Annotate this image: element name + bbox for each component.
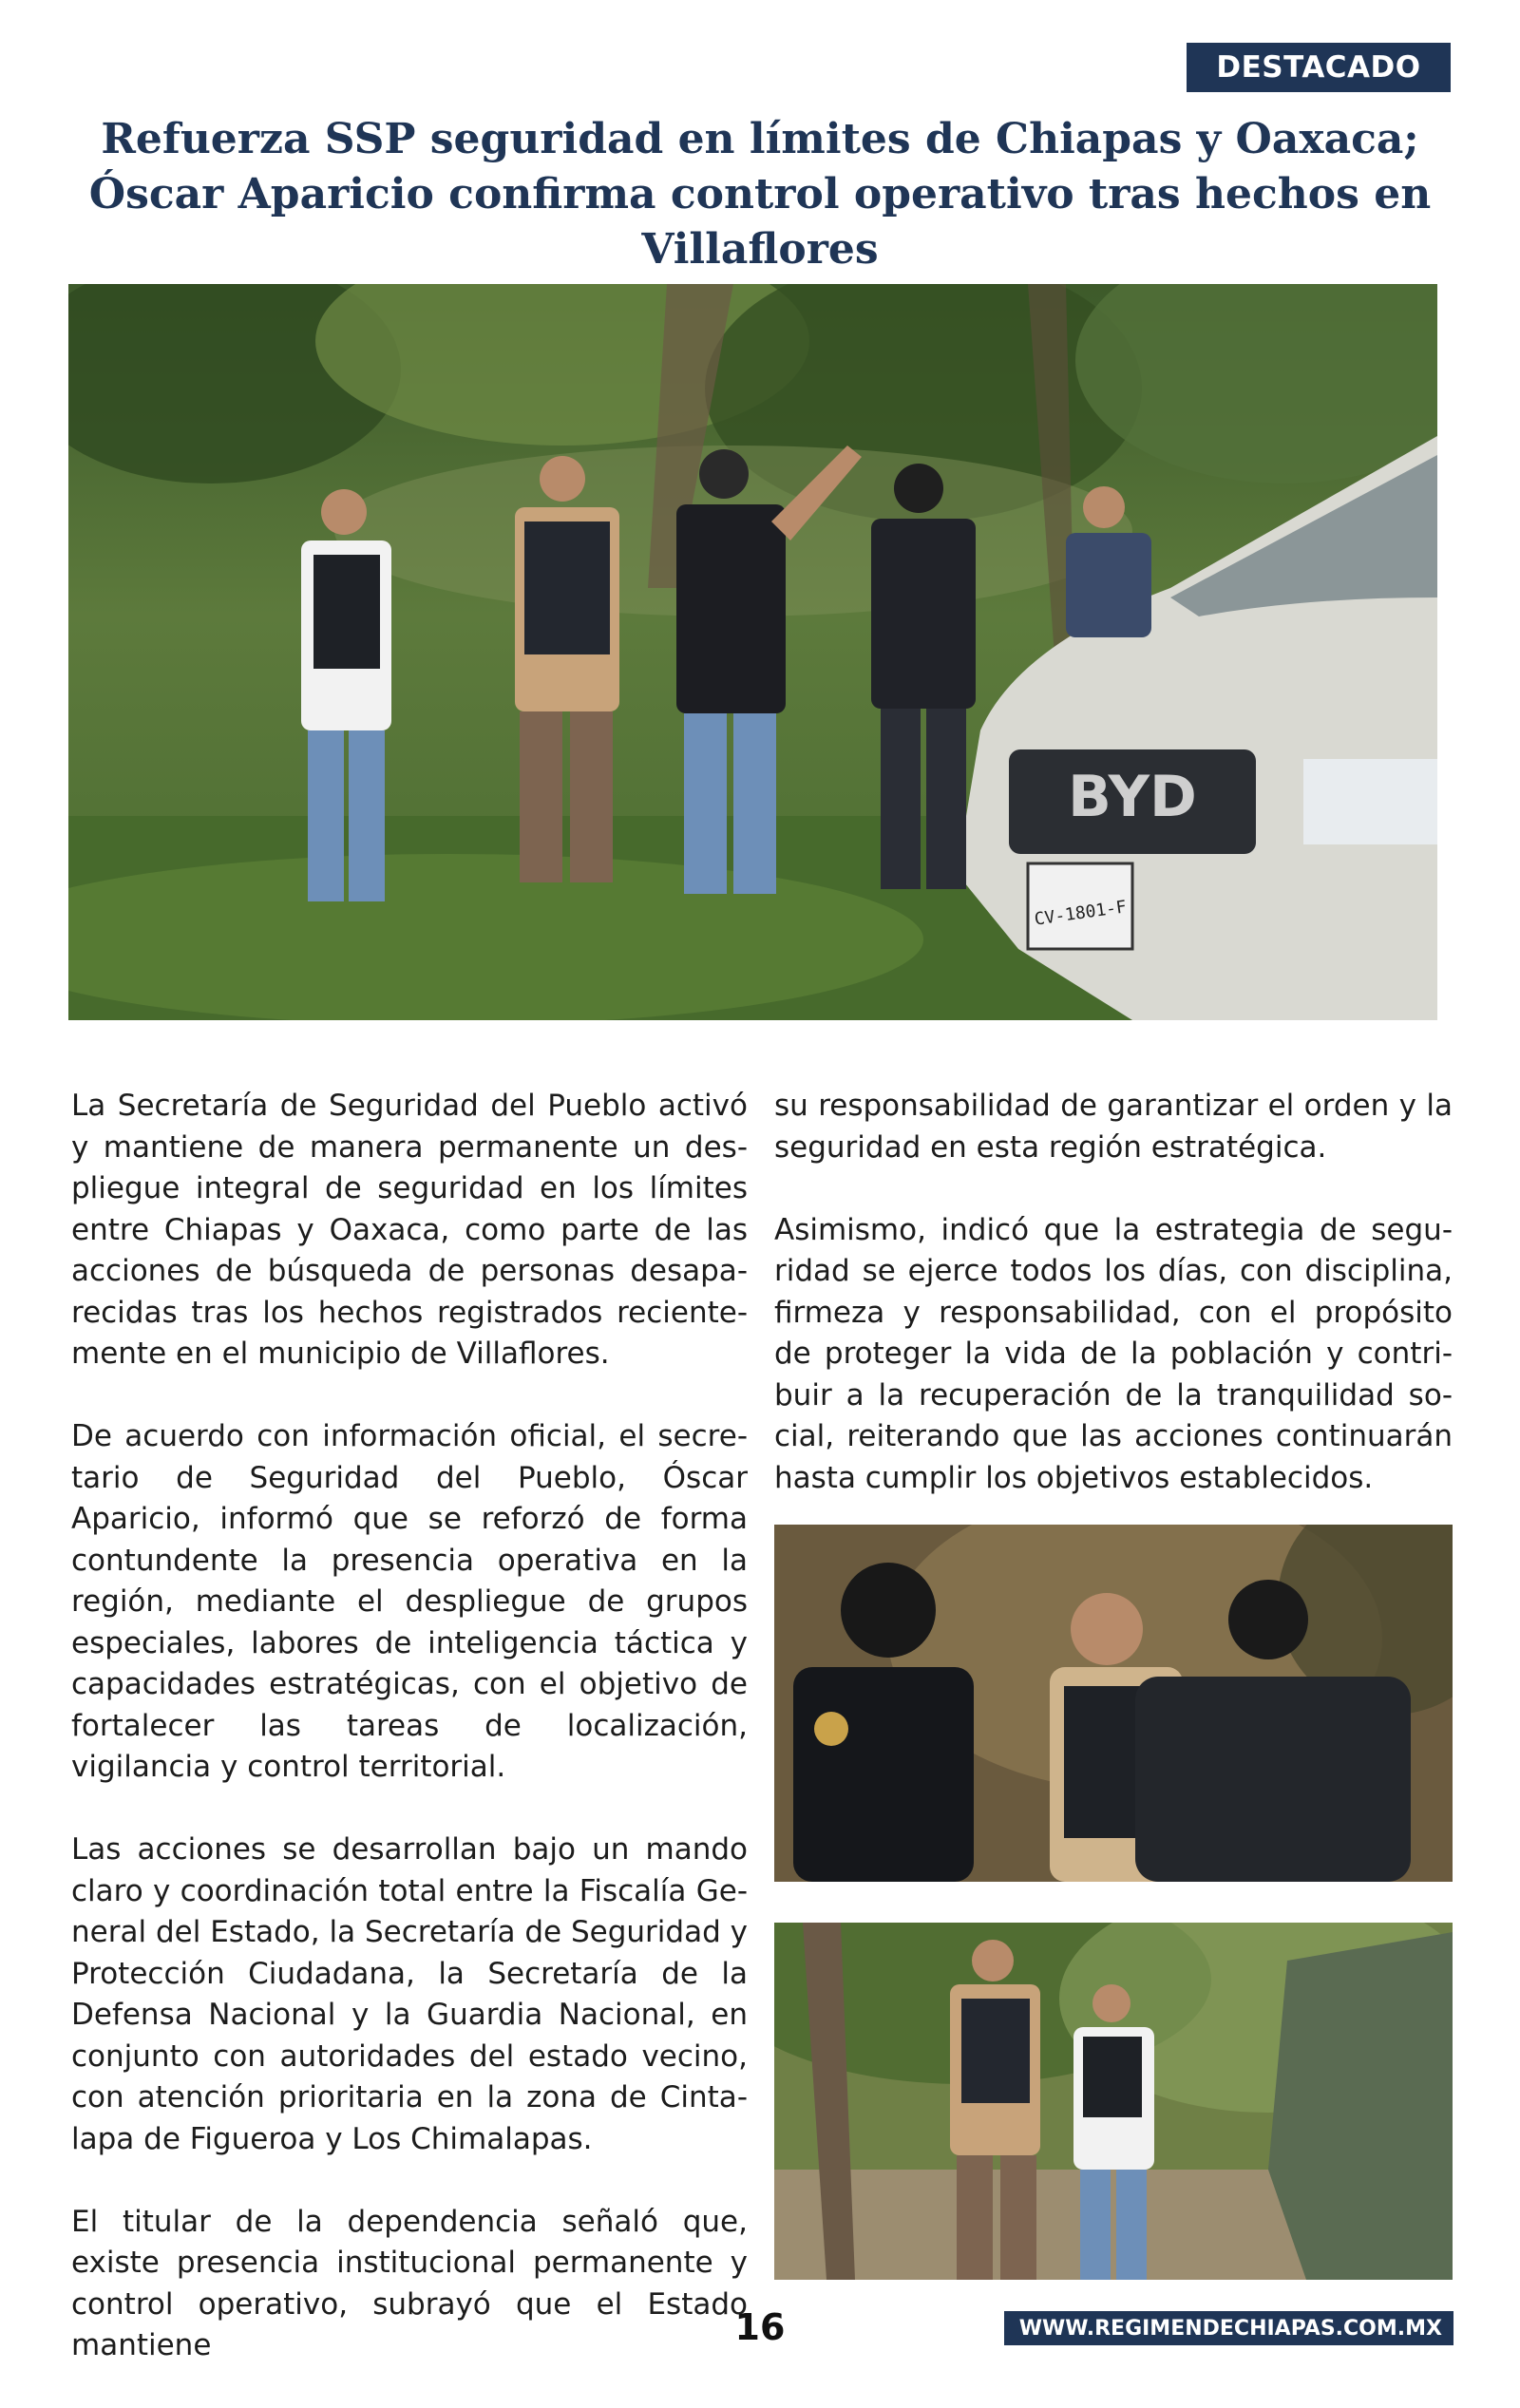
page-number: 16 — [734, 2306, 786, 2348]
article-paragraph: La Secretaría de Seguridad del Pueblo activó y mantiene de manera permanente un despliegue integral de seguridad en los límites entre Chiapas y Oaxaca, como parte de las acciones de búsqueda de personas desaparecidas tras los hechos registrados recientemente en el municipio de Villaflores. — [71, 1089, 748, 1371]
article-paragraph: Las acciones se desarrollan bajo un mando claro y coordinación total entre la Fiscalía General del Estado, la Secretaría de Seguridad y Protección Ciudadana, la Secretaría de la Defensa Nacional y la Guardia Nacional, en conjunto con autoridades del estado vecino, con atención prioritaria en la zona de Cintalapa de Figueroa y Los Chimalapas. — [71, 1832, 748, 2156]
article-column-left — [71, 1086, 748, 2408]
article-paragraph: su responsabilidad de garantizar el orden y la seguridad en esta región estratégica. — [774, 1089, 1453, 1165]
secondary-photo-officers-talking — [774, 1525, 1453, 1882]
article-paragraph: El titular de la dependencia señaló que, existe presencia institucional permanente y control operativo, subrayó que el Estado mantiene — [71, 2204, 748, 2362]
article-paragraph: De acuerdo con información oficial, el secretario de Seguridad del Pueblo, Óscar Aparicio, informó que se reforzó de forma contundente la presencia operativa en la región, mediante el despliegue de grupos especiales, labores de inteligencia táctica y capacidades estratégicas, con el objetivo de fortalecer las tareas de localización, vigilancia y control territorial. — [71, 1419, 748, 1784]
secondary-photo-illustration — [774, 1525, 1453, 1882]
secondary-photo-officials-walking — [774, 1923, 1453, 2280]
footer-website: WWW.REGIMENDECHIAPAS.COM.MX — [1004, 2311, 1454, 2345]
vehicle-brand: BYD — [1068, 764, 1197, 830]
license-plate: CV-1801-F — [1033, 897, 1129, 930]
section-badge: DESTACADO — [1187, 43, 1451, 92]
article-column-right — [774, 1086, 1453, 1541]
article-paragraph: Asimismo, indicó que la estrategia de seguridad se ejerce todos los días, con disciplina, firmeza y responsabilidad, con el propósito de proteger la vida de la población y contribuir a la recuperación de la tranquilidad social, reiterando que las acciones continuarán hasta cumplir los objetivos establecidos. — [774, 1212, 1453, 1495]
main-photo-illustration — [68, 284, 1437, 1020]
third-photo-illustration — [774, 1923, 1453, 2280]
article-headline: Refuerza SSP seguridad en límites de Chiapas y Oaxaca; Óscar Aparicio confirma control operativo tras hechos en Villaflores — [88, 115, 1432, 274]
main-photo — [68, 284, 1437, 1020]
